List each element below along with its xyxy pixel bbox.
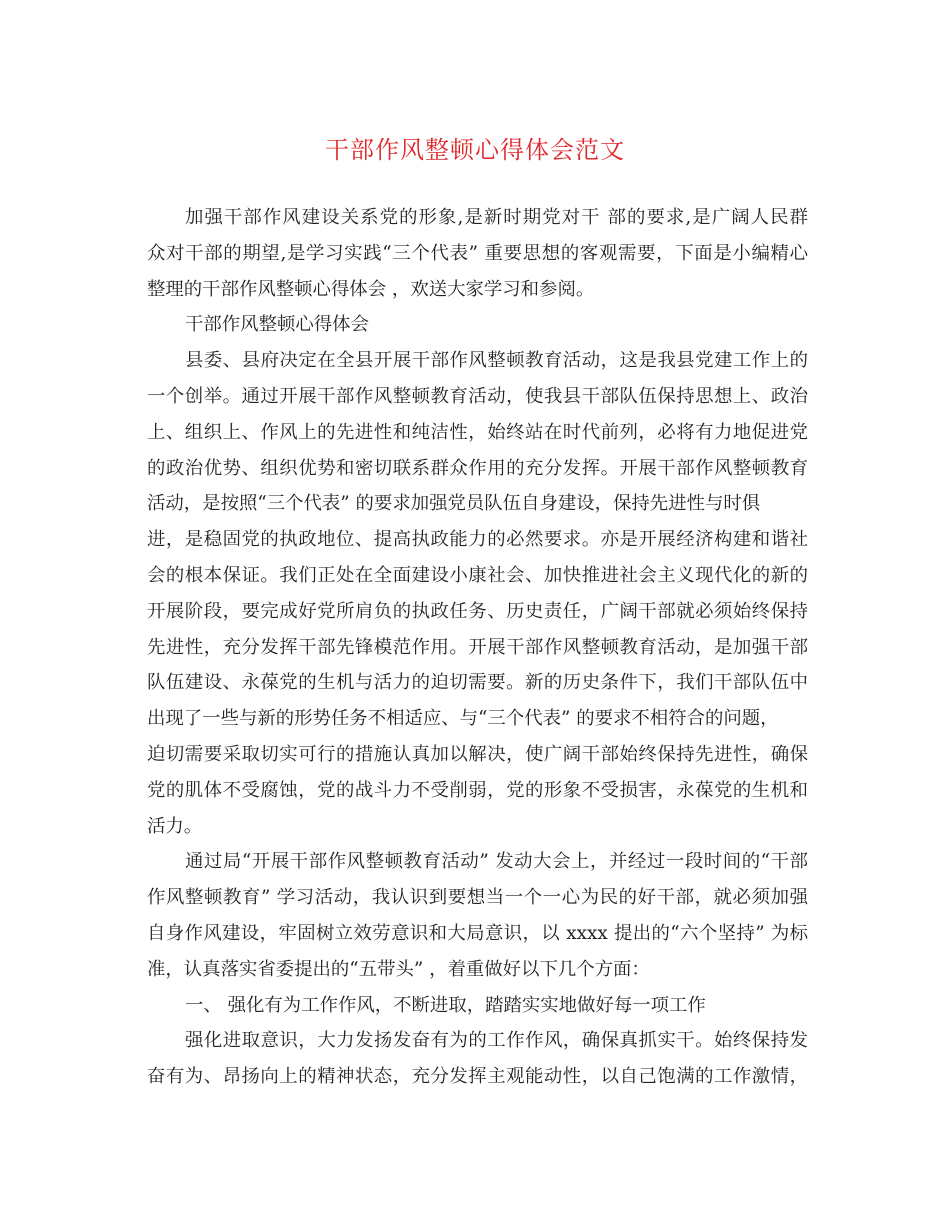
text-line: 队伍建设、永葆党的生机与活力的迫切需要。新的历史条件下，我们干部队伍中 bbox=[147, 672, 808, 694]
text-line: 通过局“开展干部作风整顿教育活动” 发动大会上，并经过一段时间的“干部 bbox=[185, 851, 808, 873]
text-line: 一个创举。通过开展干部作风整顿教育活动，使我县干部队伍保持思想上、政治 bbox=[147, 385, 808, 407]
text-line: 活力。 bbox=[147, 815, 203, 837]
text-line: 的政治优势、组织优势和密切联系群众作用的充分发挥。开展干部作风整顿教育 bbox=[147, 457, 808, 479]
text-line: 出现了一些与新的形势任务不相适应、与“三个代表” 的要求不相符合的问题， bbox=[147, 708, 779, 730]
text-line: 进，是稳固党的执政地位、提高执政能力的必然要求。亦是开展经济构建和谐社 bbox=[147, 529, 808, 551]
paragraph bbox=[147, 200, 808, 307]
text-line: 开展阶段，要完成好党所肩负的执政任务、历史责任，广阔干部就必须始终保持 bbox=[147, 600, 808, 622]
text-line: 会的根本保证。我们正处在全面建设小康社会、加快推进社会主义现代化的新的 bbox=[147, 564, 808, 586]
text-line: 奋有为、昂扬向上的精神状态，充分发挥主观能动性，以自己饱满的工作激情， bbox=[147, 1066, 808, 1088]
section-heading bbox=[147, 307, 808, 343]
paragraph bbox=[147, 844, 808, 987]
document-body bbox=[147, 200, 808, 1095]
paragraph bbox=[147, 1023, 808, 1095]
document-title: 干部作风整顿心得体会范文 bbox=[325, 136, 625, 164]
text-line: 党的肌体不受腐蚀，党的战斗力不受削弱，党的形象不受损害，永葆党的生机和 bbox=[147, 779, 808, 801]
text-line: 干部作风整顿心得体会 bbox=[185, 314, 369, 336]
text-line: 加强干部作风建设关系党的形象,是新时期党对干 部的要求,是广阔人民群 bbox=[185, 207, 808, 228]
paragraph bbox=[147, 343, 808, 844]
list-item-heading bbox=[147, 988, 808, 1024]
text-line: 强化进取意识，大力发扬发奋有为的工作作风，确保真抓实干。始终保持发 bbox=[185, 1030, 808, 1052]
text-line: 一、 强化有为工作作风，不断进取，踏踏实实地做好每一项工作 bbox=[185, 994, 706, 1016]
text-line: 准，认真落实省委提出的“五带头” ，着重做好以下几个方面： bbox=[147, 958, 650, 980]
text-line: 先进性，充分发挥干部先锋模范作用。开展干部作风整顿教育活动，是加强干部 bbox=[147, 636, 808, 658]
text-line: 整理的干部作风整顿心得体会 ，欢送大家学习和参阅。 bbox=[147, 278, 595, 300]
text-line: 迫切需要采取切实可行的措施认真加以解决，使广阔干部始终保持先进性，确保 bbox=[147, 743, 808, 765]
text-line: 自身作风建设，牢固树立效劳意识和大局意识，以 xxxx 提出的“六个坚持” 为标 bbox=[147, 922, 808, 944]
text-line: 众对干部的期望,是学习实践“三个代表” 重要思想的客观需要，下面是小编精心 bbox=[147, 242, 808, 264]
text-line: 活动，是按照“三个代表” 的要求加强党员队伍自身建设，保持先进性与时俱 bbox=[147, 493, 761, 515]
text-line: 上、组织上、作风上的先进性和纯洁性，始终站在时代前列，必将有力地促进党 bbox=[147, 421, 808, 443]
text-line: 作风整顿教育” 学习活动，我认识到要想当一个一心为民的好干部，就必须加强 bbox=[147, 887, 808, 909]
text-line: 县委、县府决定在全县开展干部作风整顿教育活动，这是我县党建工作上的 bbox=[185, 350, 808, 372]
